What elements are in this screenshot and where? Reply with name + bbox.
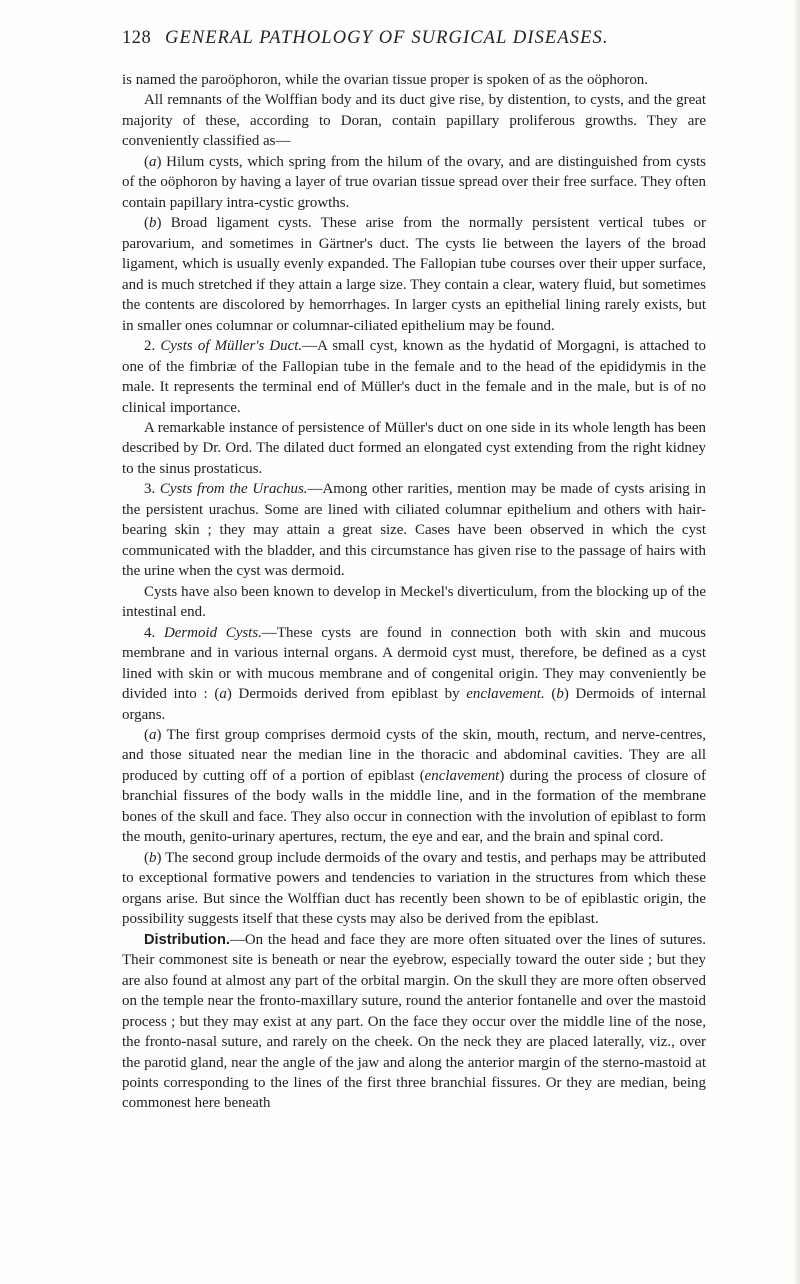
body-text bbox=[122, 70, 706, 1114]
text-run: ) Hilum cysts, which spring from the hilum of the ovary, and are distinguished from cysts of the oöphoron by having a layer of true ovarian tissue spread over their free surface. They often contain papillary intra-cystic growths. bbox=[122, 153, 706, 211]
paragraph bbox=[122, 418, 706, 479]
italic-text: Cysts from the Urachus. bbox=[159, 481, 308, 498]
paragraph bbox=[122, 70, 706, 90]
paragraph bbox=[122, 479, 706, 581]
text-run: ) The second group include dermoids of the ovary and testis, and perhaps may be attributed to exceptional formative powers and tendencies to variation in the structures from which these organs arise. But since the Wolffian duct has recently been shown to be of epiblastic origin, the possibility suggests itself that these cysts may also be derived from the epiblast. bbox=[122, 849, 706, 928]
text-run: ( bbox=[144, 215, 149, 232]
text-run: ) Dermoids derived from epiblast by bbox=[226, 686, 467, 703]
text-run: —A small cyst, known as the hydatid of Morgagni, is attached to one of the fimbriæ of the Fallopian tube in the female and to the head of the epididymis in the male. It represents the terminal end of Müller's duct in the female and in the male, but is of no clinical importance. bbox=[122, 338, 707, 416]
italic-text: enclavement. bbox=[466, 686, 545, 703]
text-run: A remarkable instance of persistence of Müller's duct on one side in its whole length has been described by Dr. Ord. The dilated duct formed an elongated cyst extending from the right kidney to the sinus prostaticus. bbox=[122, 419, 706, 477]
text-run: 4. bbox=[144, 624, 164, 641]
italic-text: a bbox=[148, 727, 157, 743]
paragraph bbox=[122, 623, 706, 725]
text-run: ( bbox=[144, 153, 149, 170]
text-run: ( bbox=[144, 849, 149, 866]
section-heading: Distribution. bbox=[144, 931, 230, 948]
text-run: 3. bbox=[144, 481, 160, 498]
page-number: 128 bbox=[122, 28, 152, 48]
paragraph bbox=[122, 582, 706, 623]
paragraph bbox=[122, 336, 706, 418]
text-run: 2. bbox=[144, 338, 161, 355]
italic-text: b bbox=[148, 215, 157, 232]
running-title: GENERAL PATHOLOGY OF SURGICAL DISEASES. bbox=[164, 28, 609, 48]
italic-text: Cysts of Müller's Duct. bbox=[160, 338, 303, 355]
text-run: ) during the process of closure of branchial fissures of the body walls in the middle line, and in the formation of the membrane bones of the skull and face. They also occur in connection with the involution of epiblast to form the mouth, genito-urinary apertures, rectum, the eye and ear, and the brain and spinal cord. bbox=[122, 767, 706, 846]
paragraph bbox=[122, 213, 706, 336]
paragraph bbox=[122, 725, 706, 848]
text-run: ) The first group comprises dermoid cysts of the skin, mouth, rectum, and nerve-centres, and those situated near the median line in the thoracic and abdominal cavities. They are all produced by cutting off of a portion of epiblast ( bbox=[122, 727, 706, 784]
paragraph bbox=[122, 152, 706, 213]
page-edge-shadow bbox=[792, 0, 800, 1284]
text-run: —Among other rarities, mention may be made of cysts arising in the persistent urachus. Some are lined with ciliated columnar epithelium and others with hair-bearing skin ; they may attain a great size. Cases have been observed in which the cyst communicated with the bladder, and this circumstance has given rise to the passage of hairs with the urine when the cyst was dermoid. bbox=[122, 481, 707, 580]
italic-text: a bbox=[148, 153, 157, 170]
text-run: —On the head and face they are more often situated over the lines of sutures. Their commonest site is beneath or near the eyebrow, especially toward the outer side ; but they are also found at almost any part of the orbital margin. On the skull they are more often observed on the temple near the fronto-maxillary suture, round the anterior fontanelle and over the mastoid process ; but they may exist at any part. On the face they occur over the middle line of the nose, the fronto-nasal suture, and rarely on the cheek. On the neck they are placed laterally, viz., over the parotid gland, near the angle of the jaw and along the anterior margin of the sterno-mastoid at points corresponding to the lines of the first three branchial fissures. Or they are median, being commonest here beneath bbox=[122, 931, 706, 1112]
paragraph bbox=[122, 848, 706, 930]
text-run: is named the paroöphoron, while the ovarian tissue proper is spoken of as the oöphoron. bbox=[122, 72, 649, 88]
text-run: ) Broad ligament cysts. These arise from the normally persistent vertical tubes or parovarium, and sometimes in Gärtner's duct. The cysts lie between the layers of the broad ligament, which is usually evenly expanded. The Fallopian tube courses over their upper surface, and is much stretched if they attain a large size. They contain a clear, watery fluid, but sometimes the contents are discolored by hemorrhages. In larger cysts an epithelial lining rarely exists, but in smaller ones columnar or columnar-ciliated epithelium may be found. bbox=[122, 215, 706, 334]
italic-text: Dermoid Cysts. bbox=[163, 624, 262, 641]
paragraph bbox=[122, 90, 706, 151]
italic-text: a bbox=[219, 686, 227, 703]
text-run: —These cysts are found in connection both with skin and mucous membrane and in various internal organs. A dermoid cyst must, therefore, be defined as a cyst lined with skin or with mucous membrane and of congenital origin. They may conveniently be divided into : ( bbox=[122, 624, 706, 703]
italic-text: b bbox=[556, 686, 564, 703]
running-header bbox=[122, 28, 682, 49]
text-run: Cysts have also been known to develop in Meckel's diverticulum, from the blocking up of the intestinal end. bbox=[122, 583, 706, 621]
paragraph bbox=[122, 930, 706, 1114]
text-run: ( bbox=[144, 727, 149, 743]
text-run: All remnants of the Wolffian body and its duct give rise, by distention, to cysts, and the great majority of these, according to Doran, contain papillary proliferous growths. They are conveniently classified as— bbox=[122, 92, 706, 150]
italic-text: b bbox=[148, 849, 157, 866]
text-run: ( bbox=[544, 686, 557, 703]
text-run: ) Dermoids of internal organs. bbox=[122, 686, 706, 723]
italic-text: enclavement bbox=[424, 767, 500, 784]
